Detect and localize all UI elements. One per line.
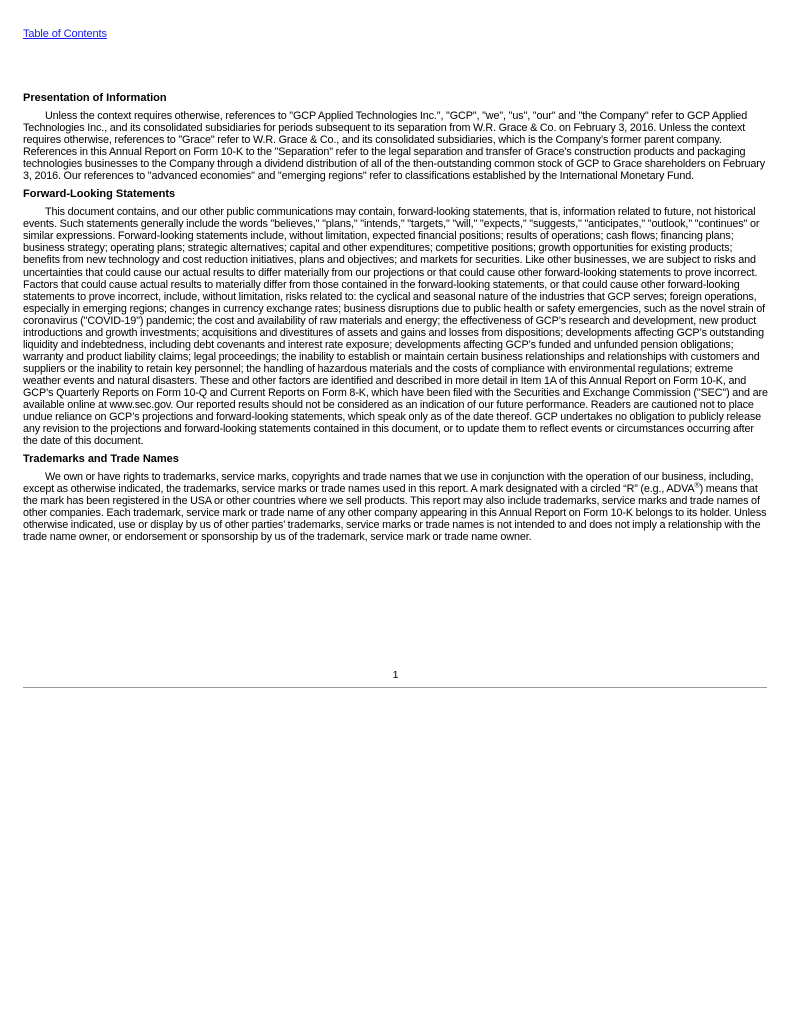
presentation-of-information-paragraph: Unless the context requires otherwise, references to "GCP Applied Technologies Inc.", "GCP", "we", "us", "our" and "the Company" refer to GCP Applied Technologies Inc., and its consolidated subsidiaries for periods subsequent to its separation from W.R. Grace & Co. on February 3, 2016. Unless the context requires otherwise, references to "Grace" refer to W.R. Grace & Co., and its consolidated subsidiaries, which is the Company’s former parent company. References in this Annual Report on Form 10-K to the "Separation" refer to the legal separation and transfer of Grace's construction products and packaging technologies businesses to the Company through a dividend distribution of all of the then-outstanding common stock of GCP to Grace shareholders on February 3, 2016. Our references to "advanced economies" and "emerging regions" refer to classifications established by the International Monetary Fund. bbox=[23, 110, 766, 183]
presentation-of-information-heading: Presentation of Information bbox=[23, 92, 167, 104]
forward-looking-statements-paragraph: This document contains, and our other public communications may contain, forward-looking statements, that is, information related to future, not historical events. Such statements generally include the words "believes," "plans," "intends," "targets," "will," "expects," "suggests," "anticipates," "outlook," "continues" or similar expressions. Forward-looking statements include, without limitation, expected financial positions; results of operations; cash flows; financing plans; business strategy; operating plans; strategic alternatives; capital and other expenditures; competitive positions; growth opportunities for existing products; benefits from new technology and cost reduction initiatives, plans and objectives; and markets for securities. Like other businesses, we are subject to risks and uncertainties that could cause our actual results to differ materially from our projections or that could cause other forward-looking statements to prove incorrect. Factors that could cause actual results to materially differ from those contained in the forward-looking statements, or that could cause other forward-looking statements to prove incorrect, include, without limitation, risks related to: the cyclical and seasonal nature of the industries that GCP serves; foreign operations, especially in emerging regions; changes in currency exchange rates; business disruptions due to public health or safety emergencies, such as the novel strain of coronavirus ("COVID-19") pandemic; the cost and availability of raw materials and energy; the effectiveness of GCP’s research and development, new product introductions and growth investments; acquisitions and divestitures of assets and gains and losses from dispositions; developments affecting GCP’s outstanding liquidity and indebtedness, including debt covenants and interest rate exposure; developments affecting GCP’s funded and unfunded pension obligations; warranty and product liability claims; legal proceedings; the inability to establish or maintain certain business relationships and relationships with customers and suppliers or the inability to retain key personnel; the handling of hazardous materials and the costs of compliance with environmental regulations; extreme weather events and natural disasters. These and other factors are identified and described in more detail in Item 1A of this Annual Report on Form 10-K, and GCP’s Quarterly Reports on Form 10-Q and Current Reports on Form 8-K, which have been filed with the Securities and Exchange Commission ("SEC") and are available online at www.sec.gov. Our reported results should not be considered as an indication of our future performance. Readers are cautioned not to place undue reliance on GCP’s projections and forward-looking statements, which speak only as of the date thereof. GCP undertakes no obligation to publicly release any revision to the projections and forward-looking statements contained in this document, or to update them to reflect events or circumstances occurring after the date of this document. bbox=[23, 206, 768, 448]
trademarks-text-after-mark: ) means that the mark has been registered in the USA or other countries where we sell products. This report may also include trademarks, service marks and trade names of other companies. Each trademark, service mark or trade name of any other company appearing in this Annual Report on Form 10-K belongs to its holder. Unless otherwise indicated, use or display by us of other parties’ trademarks, service marks or trade names is not intended to and does not imply a relationship with the trade name owner, or endorsement or sponsorship by us of the trademark, service mark or trade name owner. bbox=[23, 483, 767, 544]
presentation-of-information-section bbox=[23, 91, 768, 182]
forward-looking-statements-section bbox=[23, 187, 768, 447]
trademarks-text-before-mark: We own or have rights to trademarks, service marks, copyrights and trade names that we use in conjunction with the operation of our business, including, except as otherwise indicated, the trademarks, service marks or trade names used in this report. A mark designated with a circled “R” (e.g., ADVA bbox=[23, 471, 754, 496]
trademarks-section bbox=[23, 452, 768, 543]
page-number: 1 bbox=[392, 669, 399, 681]
trademarks-paragraph bbox=[23, 471, 768, 543]
footer-divider bbox=[23, 687, 767, 688]
registered-mark: ® bbox=[694, 482, 700, 490]
document-body bbox=[23, 91, 768, 549]
trademarks-heading: Trademarks and Trade Names bbox=[23, 453, 179, 466]
table-of-contents-link[interactable]: Table of Contents bbox=[23, 28, 107, 40]
forward-looking-statements-heading: Forward-Looking Statements bbox=[23, 188, 176, 201]
